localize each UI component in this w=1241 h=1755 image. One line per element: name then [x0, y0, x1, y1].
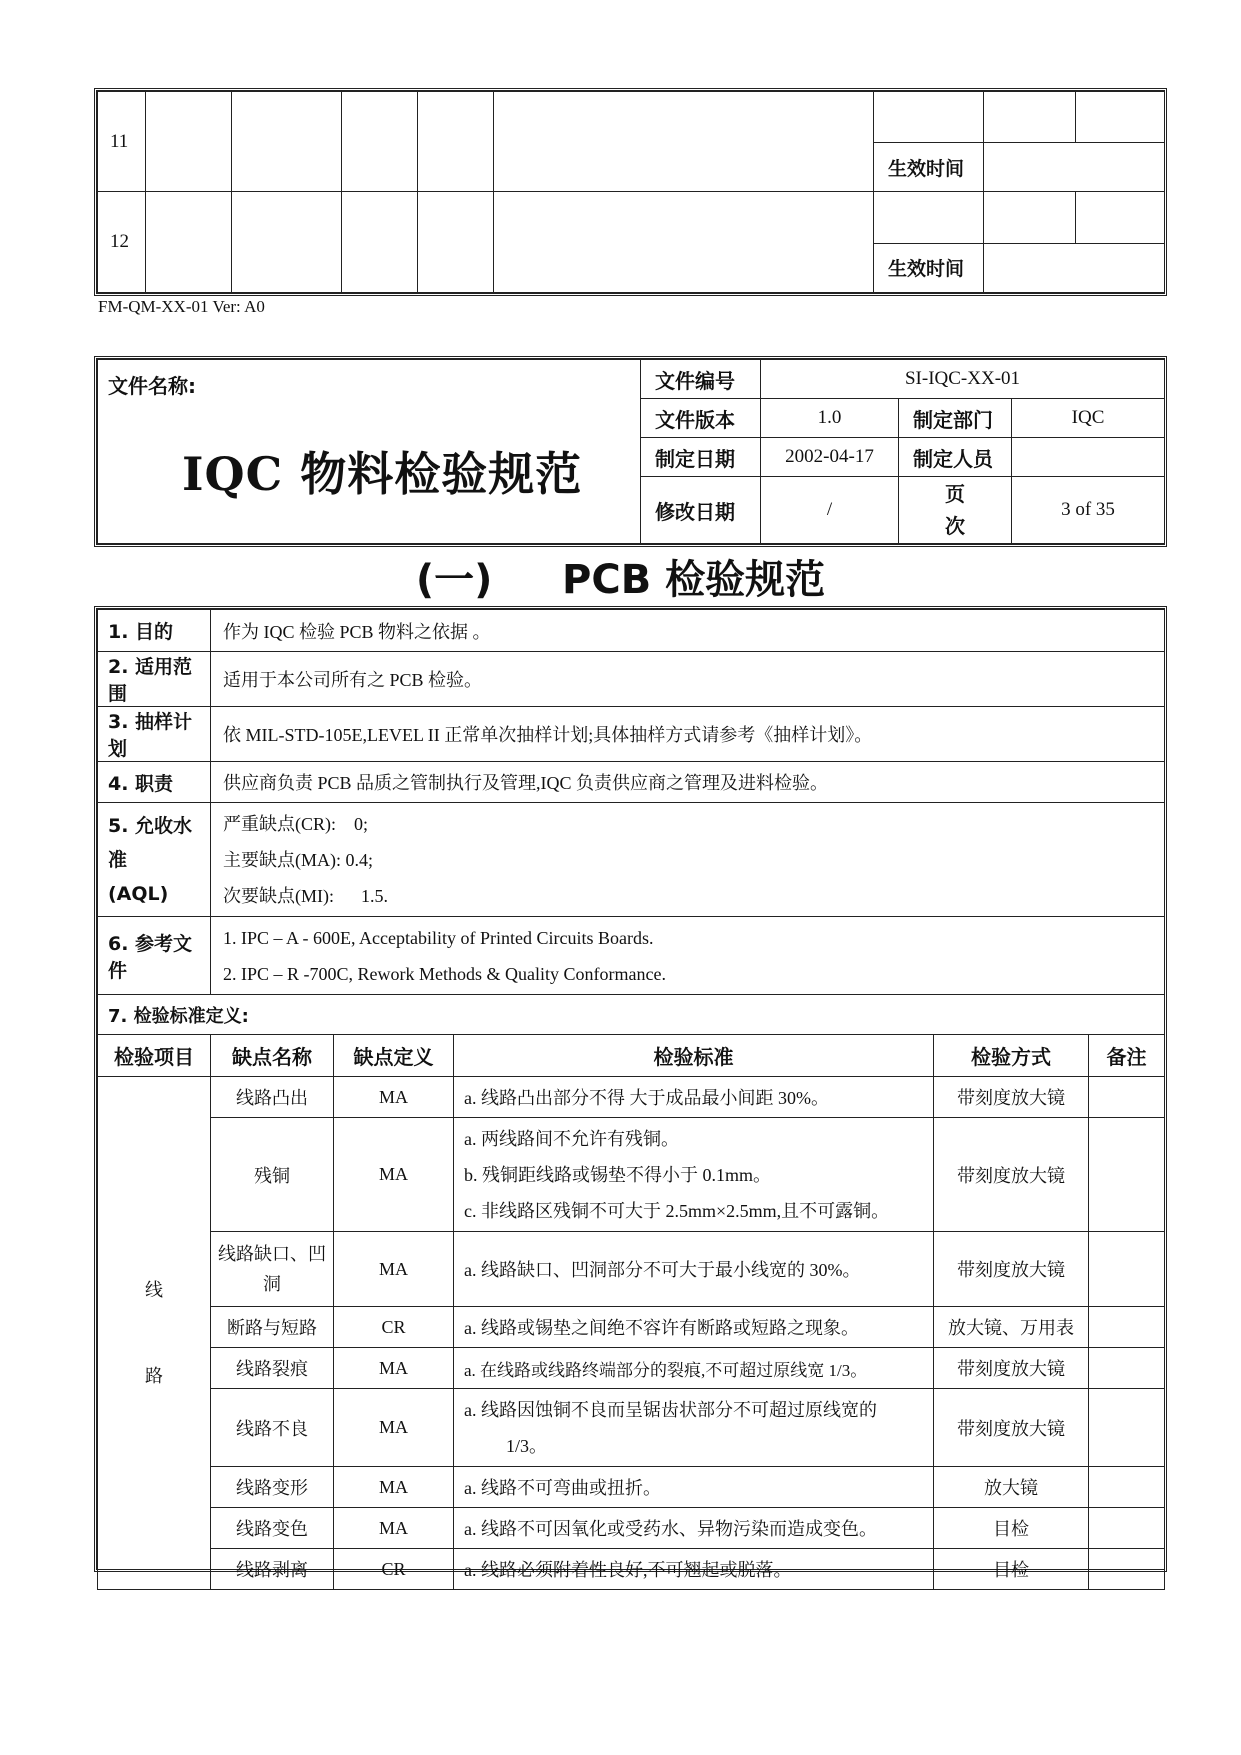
aql-mi: 次要缺点(MI): 1.5.	[223, 885, 388, 906]
dept-value: IQC	[1012, 399, 1165, 438]
table-row	[98, 1232, 1165, 1307]
author-value	[1012, 438, 1165, 477]
remark	[1089, 1549, 1165, 1590]
duty-label: 4. 职责	[98, 762, 211, 803]
aql-ma: 主要缺点(MA): 0.4;	[223, 849, 373, 870]
reference-label: 6. 参考文件	[98, 917, 211, 995]
document-title: IQC 物料检验规范	[182, 447, 583, 501]
table-row	[98, 1118, 1165, 1232]
table-row	[98, 1389, 1165, 1467]
sampling-value: 依 MIL-STD-105E,LEVEL II 正常单次抽样计划;具体抽样方式请参考《抽样计划》。	[211, 707, 1165, 762]
version-value: 1.0	[761, 399, 899, 438]
standard-line: a. 线路因蚀铜不良而呈锯齿状部分不可超过原线宽的	[464, 1399, 877, 1420]
table-row	[98, 1348, 1165, 1389]
row-number: 11	[98, 92, 146, 192]
column-header: 缺点名称	[211, 1035, 334, 1077]
defect-name: 线路变形	[211, 1467, 334, 1508]
file-name-cell	[98, 360, 641, 544]
inspection-standard: a. 线路缺口、凹洞部分不可大于最小线宽的 30%。	[454, 1232, 934, 1307]
version-label: 文件版本	[641, 399, 761, 438]
remark	[1089, 1348, 1165, 1389]
duty-value: 供应商负责 PCB 品质之管制执行及管理,IQC 负责供应商之管理及进料检验。	[211, 762, 1165, 803]
reference-item: 1. IPC – A - 600E, Acceptability of Printed Circuits Boards.	[223, 927, 654, 948]
aql-cr: 严重缺点(CR): 0;	[223, 813, 369, 834]
remark	[1089, 1307, 1165, 1348]
remark	[1089, 1389, 1165, 1467]
defect-definition: MA	[334, 1508, 454, 1549]
table-row	[98, 1077, 1165, 1118]
table-row	[98, 1508, 1165, 1549]
date-label: 制定日期	[641, 438, 761, 477]
inspection-standard: a. 线路不可因氧化或受药水、异物污染而造成变色。	[454, 1508, 934, 1549]
purpose-value: 作为 IQC 检验 PCB 物料之依据 。	[211, 610, 1165, 652]
document-header	[94, 356, 1167, 547]
revision-table	[94, 88, 1167, 296]
dept-label: 制定部门	[899, 399, 1012, 438]
inspection-standard: a. 线路必须附着性良好,不可翘起或脱落。	[454, 1549, 934, 1590]
author-label: 制定人员	[899, 438, 1012, 477]
aql-label-line1: 5. 允收水准	[108, 814, 193, 871]
defect-definition: MA	[334, 1389, 454, 1467]
defect-name: 线路不良	[211, 1389, 334, 1467]
table-row	[98, 1549, 1165, 1590]
aql-value	[211, 803, 1165, 917]
reference-value	[211, 917, 1165, 995]
table-row	[98, 1467, 1165, 1508]
file-name-label: 文件名称:	[108, 374, 196, 398]
column-header: 检验标准	[454, 1035, 934, 1077]
defect-definition: MA	[334, 1077, 454, 1118]
group-char: 线	[145, 1280, 163, 1300]
revision-date-label: 修改日期	[641, 477, 761, 544]
reference-item: 2. IPC – R -700C, Rework Methods & Quality Conformance.	[223, 963, 666, 984]
standard-line: 1/3。	[506, 1435, 548, 1456]
doc-no-value: SI-IQC-XX-01	[761, 360, 1165, 399]
standard-line: a. 两线路间不允许有残铜。	[464, 1128, 679, 1149]
page-label-line1: 页	[945, 482, 965, 507]
date-value: 2002-04-17	[761, 438, 899, 477]
inspection-standard: a. 线路或锡垫之间绝不容许有断路或短路之现象。	[454, 1307, 934, 1348]
defect-definition: CR	[334, 1307, 454, 1348]
table-row	[98, 1307, 1165, 1348]
defect-definition: MA	[334, 1467, 454, 1508]
defect-definition: MA	[334, 1232, 454, 1307]
aql-label	[98, 803, 211, 917]
inspection-method: 带刻度放大镜	[934, 1389, 1089, 1467]
remark	[1089, 1508, 1165, 1549]
form-code: FM-QM-XX-01 Ver: A0	[98, 297, 265, 316]
group-char: 路	[145, 1366, 163, 1386]
standard-line: c. 非线路区残铜不可大于 2.5mm×2.5mm,且不可露铜。	[464, 1200, 890, 1221]
inspection-method: 放大镜	[934, 1467, 1089, 1508]
defect-definition: MA	[334, 1118, 454, 1232]
page-label-line2: 次	[945, 514, 965, 539]
defect-name: 线路裂痕	[211, 1348, 334, 1389]
page-value: 3 of 35	[1012, 477, 1165, 544]
defect-name: 线路变色	[211, 1508, 334, 1549]
standard-definition-label: 7. 检验标准定义:	[98, 995, 1165, 1035]
doc-no-label: 文件编号	[641, 360, 761, 399]
defect-definition: CR	[334, 1549, 454, 1590]
page-label	[899, 477, 1012, 544]
inspection-method: 带刻度放大镜	[934, 1118, 1089, 1232]
scope-value: 适用于本公司所有之 PCB 检验。	[211, 652, 1165, 707]
defect-definition: MA	[334, 1348, 454, 1389]
column-header: 备注	[1089, 1035, 1165, 1077]
inspection-standard: a. 在线路或线路终端部分的裂痕,不可超过原线宽 1/3。	[454, 1348, 934, 1389]
defect-name: 断路与短路	[211, 1307, 334, 1348]
inspection-standard: a. 线路不可弯曲或扭折。	[454, 1467, 934, 1508]
inspection-standard	[454, 1118, 934, 1232]
table-header-row	[98, 1035, 1165, 1077]
defect-name: 残铜	[211, 1118, 334, 1232]
effective-time-label: 生效时间	[874, 143, 984, 192]
column-header: 缺点定义	[334, 1035, 454, 1077]
revision-date-value: /	[761, 477, 899, 544]
inspection-table	[94, 606, 1167, 1580]
remark	[1089, 1118, 1165, 1232]
inspection-method: 带刻度放大镜	[934, 1232, 1089, 1307]
remark	[1089, 1467, 1165, 1508]
inspection-item-group	[98, 1077, 211, 1590]
scope-label: 2. 适用范围	[98, 652, 211, 707]
inspection-method: 目检	[934, 1549, 1089, 1590]
inspection-standard: a. 线路凸出部分不得 大于成品最小间距 30%。	[454, 1077, 934, 1118]
standard-line: b. 残铜距线路或锡垫不得小于 0.1mm。	[464, 1164, 772, 1185]
inspection-method: 目检	[934, 1508, 1089, 1549]
inspection-standard	[454, 1389, 934, 1467]
defect-name: 线路凸出	[211, 1077, 334, 1118]
row-number: 12	[98, 192, 146, 293]
inspection-method: 放大镜、万用表	[934, 1307, 1089, 1348]
aql-label-line2: (AQL)	[108, 882, 169, 905]
section-title: (一) PCB 检验规范	[415, 557, 826, 603]
inspection-method: 带刻度放大镜	[934, 1077, 1089, 1118]
defect-name: 线路剥离	[211, 1549, 334, 1590]
remark	[1089, 1077, 1165, 1118]
column-header: 检验方式	[934, 1035, 1089, 1077]
inspection-method: 带刻度放大镜	[934, 1348, 1089, 1389]
effective-time-label: 生效时间	[874, 243, 984, 292]
column-header: 检验项目	[98, 1035, 211, 1077]
sampling-label: 3. 抽样计划	[98, 707, 211, 762]
remark	[1089, 1232, 1165, 1307]
purpose-label: 1. 目的	[98, 610, 211, 652]
defect-name: 线路缺口、凹洞	[211, 1232, 334, 1307]
